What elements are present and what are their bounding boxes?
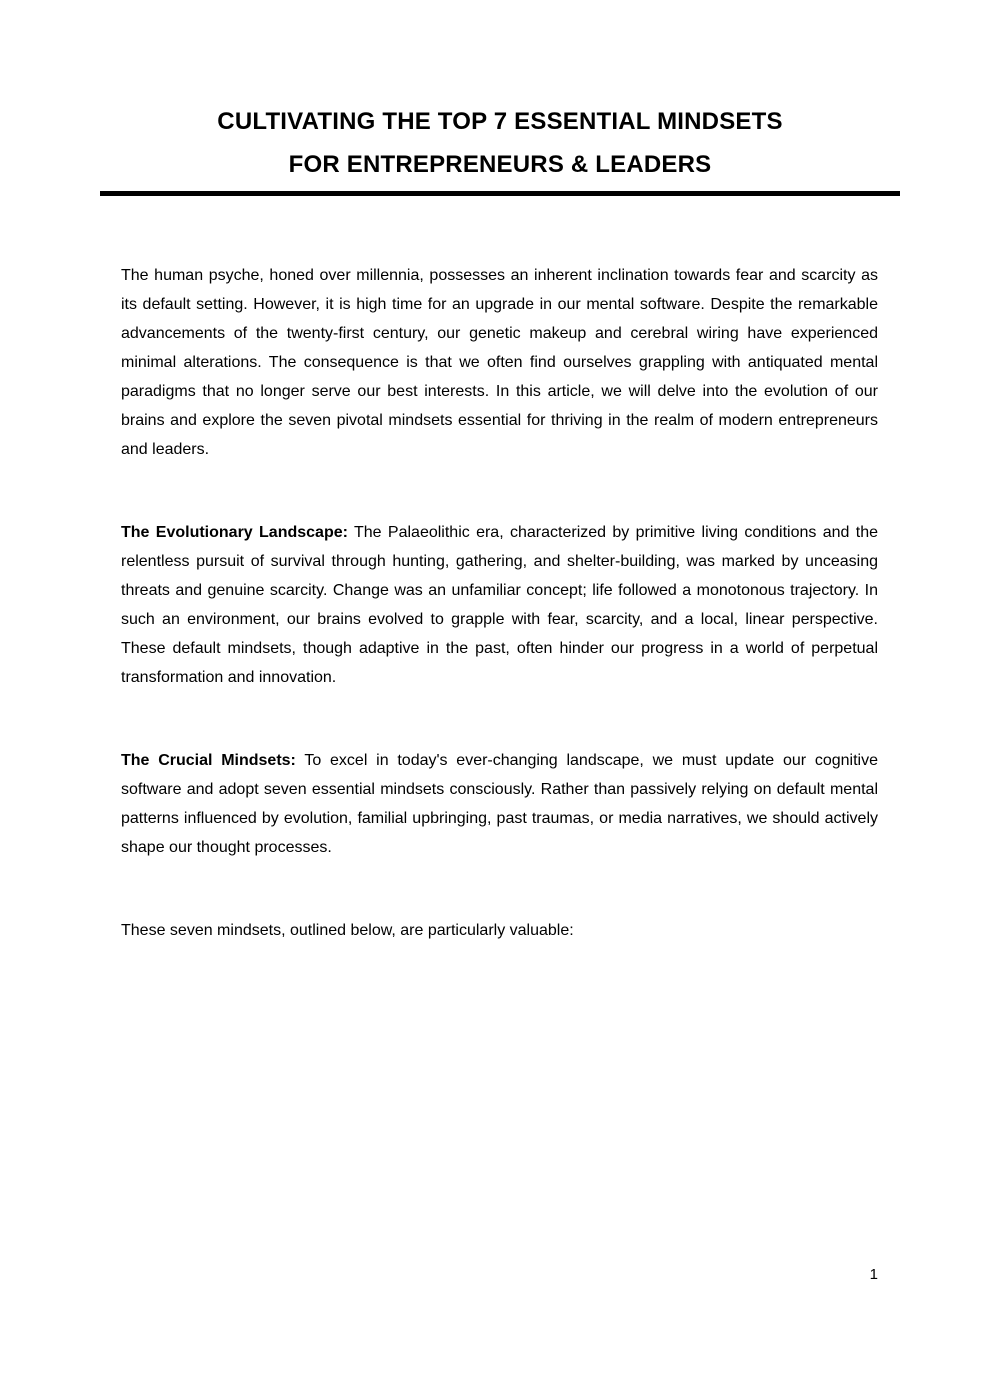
title-line-1: CULTIVATING THE TOP 7 ESSENTIAL MINDSETS — [217, 108, 783, 135]
paragraph-crucial-mindsets-lead: The Crucial Mindsets: — [121, 752, 296, 769]
paragraph-evolutionary-landscape — [121, 518, 878, 692]
paragraph-evolutionary-landscape-lead: The Evolutionary Landscape: — [121, 524, 348, 541]
paragraph-evolutionary-landscape-text: The Palaeolithic era, characterized by primitive living conditions and the relentless pursuit of survival through hunting, gathering, and shelter-building, was marked by unceasing threats and genuine scarcity. Change was an unfamiliar concept; life followed a monotonous trajectory. In such an environment, our brains evolved to grapple with fear, scarcity, and a local, linear perspective. These default mindsets, though adaptive in the past, often hinder our progress in a world of perpetual transformation and innovation. — [121, 524, 878, 686]
paragraph-intro — [121, 261, 878, 464]
paragraph-intro-text: The human psyche, honed over millennia, possesses an inherent inclination towards fear and scarcity as its default setting. However, it is high time for an upgrade in our mental software. Despite the remarkable advancements of the twenty-first century, our genetic makeup and cerebral wiring have experienced minimal alterations. The consequence is that we often find ourselves grappling with antiquated mental paradigms that no longer serve our best interests. In this article, we will delve into the evolution of our brains and explore the seven pivotal mindsets essential for thriving in the realm of modern entrepreneurs and leaders. — [121, 267, 878, 458]
paragraph-crucial-mindsets-text: To excel in today's ever-changing landscape, we must update our cognitive software and adopt seven essential mindsets consciously. Rather than passively relying on default mental patterns influenced by evolution, familial upbringing, past traumas, or media narratives, we should actively shape our thought processes. — [121, 752, 879, 856]
paragraph-seven-mindsets-intro-text: These seven mindsets, outlined below, are particularly valuable: — [121, 922, 574, 939]
document-page — [0, 100, 1000, 1390]
document-body — [121, 261, 878, 945]
title-line-2: FOR ENTREPRENEURS & LEADERS — [288, 151, 712, 178]
page-number: 1 — [869, 1266, 878, 1283]
title-divider-rule — [100, 191, 900, 196]
document-title — [100, 100, 900, 186]
paragraph-crucial-mindsets — [121, 746, 878, 862]
paragraph-seven-mindsets-intro — [121, 916, 878, 945]
